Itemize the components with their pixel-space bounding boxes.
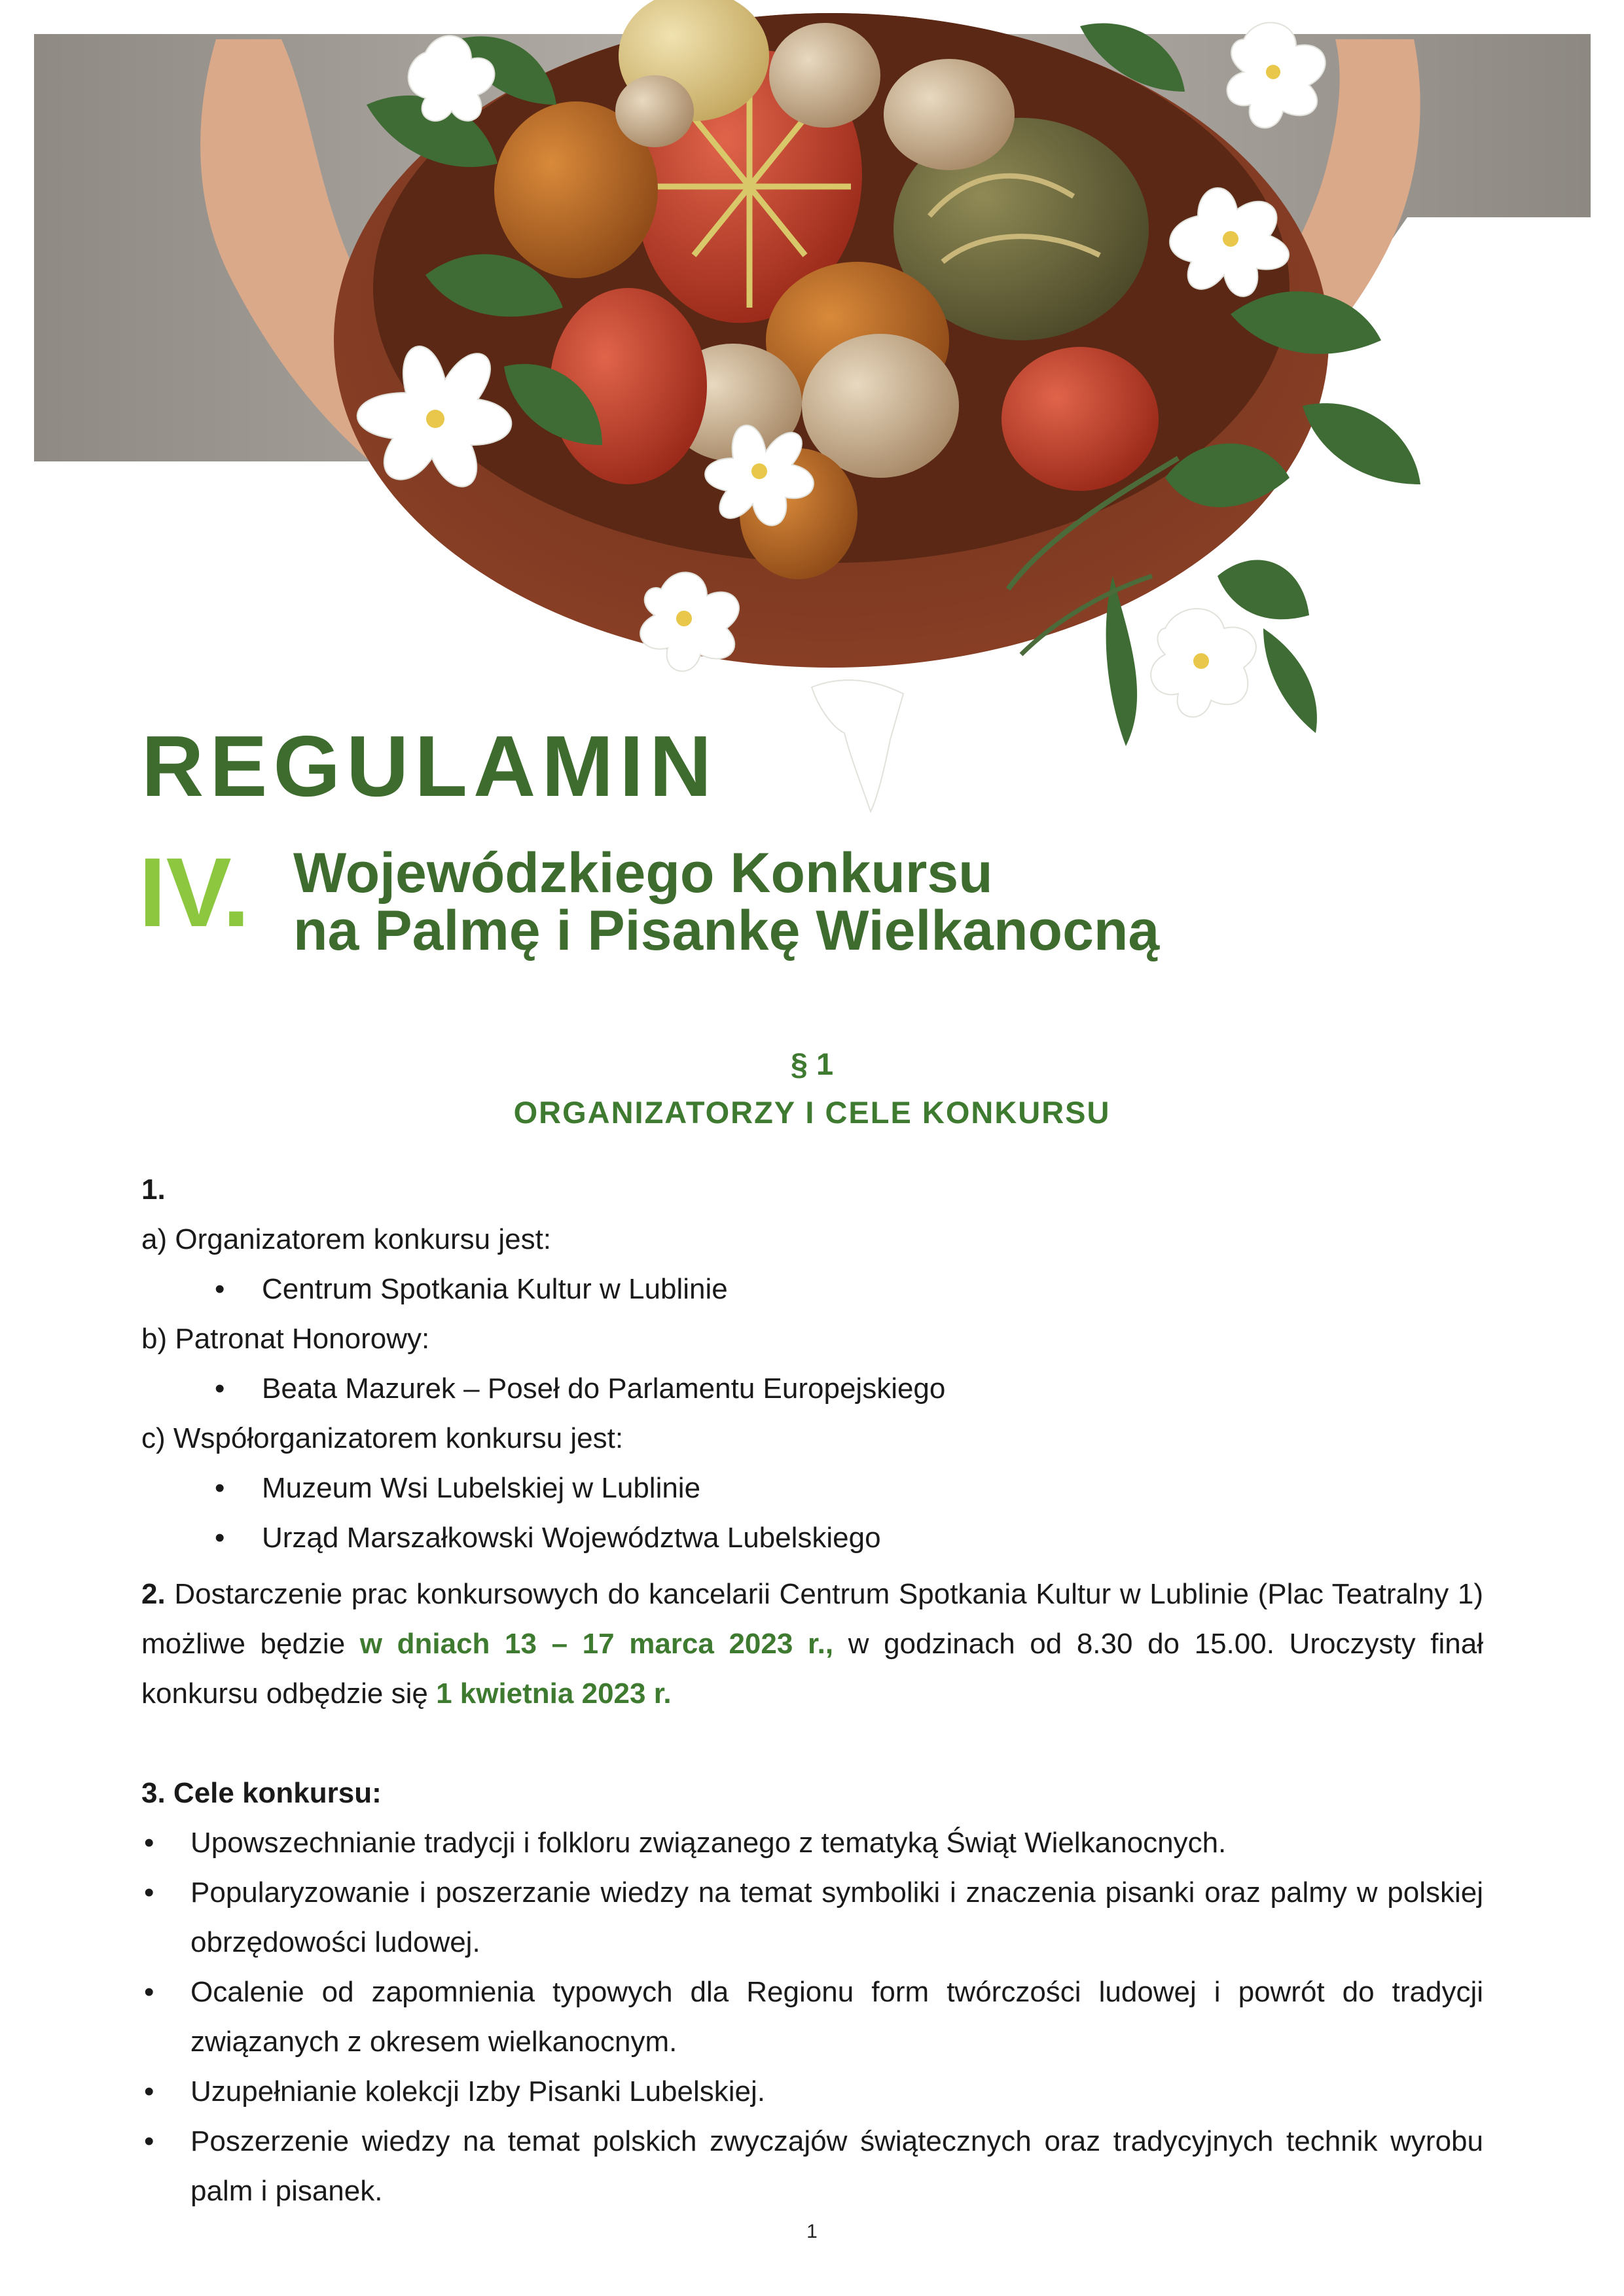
- hero-photo-easter-basket: [0, 0, 1624, 825]
- list-item: • Centrum Spotkania Kultur w Lublinie: [215, 1265, 1483, 1314]
- list-item: • Popularyzowanie i poszerzanie wiedzy na temat symboliki i znaczenia pisanki oraz palmy w polskiej obrzędowości ludowej.: [141, 1868, 1483, 1967]
- goals-list: [141, 1818, 1483, 2216]
- point-1-label: 1.: [141, 1174, 166, 1206]
- regulations-body: [141, 1165, 1483, 2216]
- list-item: • Muzeum Wsi Lubelskiej w Lublinie: [215, 1463, 1483, 1513]
- page-number: 1: [806, 2221, 818, 2242]
- point-2-text-2: w godzinach od 8.30 do 15.00. Uroczysty finał konkursu odbędzie się: [141, 1628, 1483, 1710]
- easter-eggs-bowl-illustration: [0, 0, 1624, 825]
- subtitle-line-1: Wojewódzkiego Konkursu: [293, 842, 993, 905]
- list-item: • Poszerzenie wiedzy na temat polskich zwyczajów świątecznych oraz tradycyjnych technik wyrobu palm i pisanek.: [141, 2117, 1483, 2216]
- section-title: ORGANIZATORZY I CELE KONKURSU: [513, 1095, 1111, 1130]
- point-2-text-1: Dostarczenie prac konkursowych do kancelarii Centrum Spotkania Kultur w Lublinie (Plac Teatralny 1) możliwe będzie: [141, 1578, 1483, 1660]
- co-organizer-list: [141, 1463, 1483, 1563]
- list-item: • Uzupełnianie kolekcji Izby Pisanki Lubelskiej.: [141, 2067, 1483, 2117]
- list-item: • Ocalenie od zapomnienia typowych dla Regionu form twórczości ludowej i powrót do tradycji związanych z okresem wielkanocnym.: [141, 1967, 1483, 2067]
- section-number: § 1: [790, 1047, 834, 1081]
- patronage-label: b) Patronat Honorowy:: [141, 1323, 430, 1355]
- competition-name: [293, 844, 1159, 960]
- final-date: 1 kwietnia 2023 r.: [436, 1677, 672, 1710]
- organizer-label: a) Organizatorem konkursu jest:: [141, 1223, 552, 1255]
- edition-number: IV.: [139, 837, 250, 947]
- list-item: • Urząd Marszałkowski Województwa Lubelskiego: [215, 1513, 1483, 1563]
- patronage-list: [141, 1364, 1483, 1414]
- document-title: REGULAMIN: [141, 718, 718, 814]
- submission-dates: w dniach 13 – 17 marca 2023 r.,: [359, 1628, 834, 1660]
- point-2-paragraph: [141, 1570, 1483, 1719]
- subtitle-line-2: na Palmę i Pisankę Wielkanocną: [293, 899, 1160, 962]
- organizer-list: [141, 1265, 1483, 1314]
- co-organizer-label: c) Współorganizatorem konkursu jest:: [141, 1422, 624, 1454]
- point-2-label: 2.: [141, 1578, 166, 1610]
- list-item: • Beata Mazurek – Poseł do Parlamentu Europejskiego: [215, 1364, 1483, 1414]
- list-item: • Upowszechnianie tradycji i folkloru związanego z tematyką Świąt Wielkanocnych.: [141, 1818, 1483, 1868]
- goals-heading: 3. Cele konkursu:: [141, 1777, 382, 1809]
